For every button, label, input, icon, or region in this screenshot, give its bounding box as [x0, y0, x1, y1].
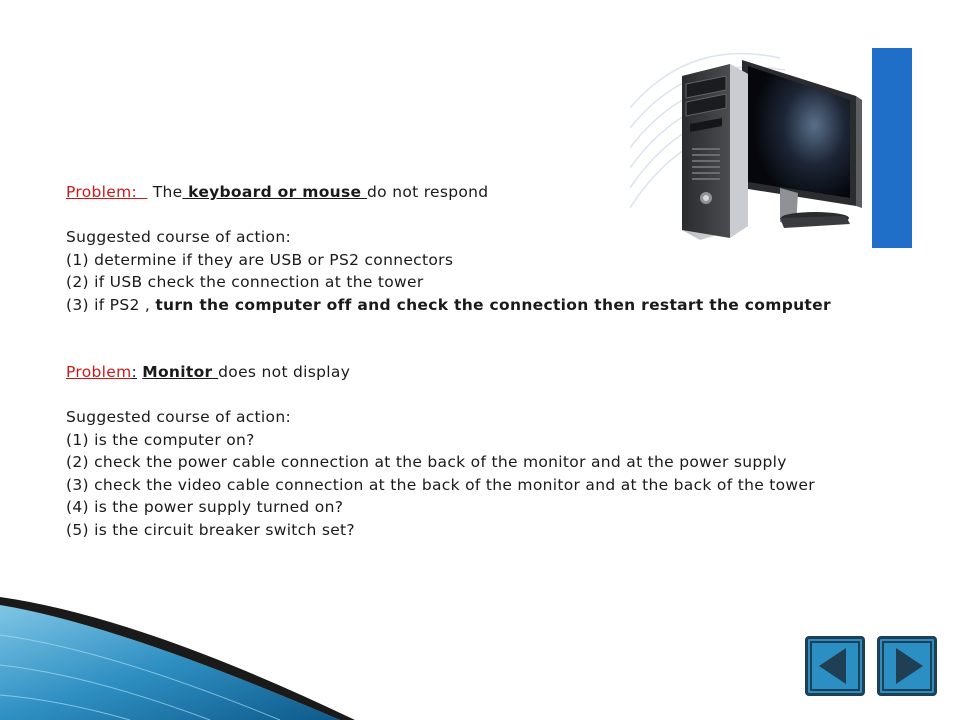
action-step — [66, 294, 926, 317]
problem-statement: do not respond — [367, 183, 489, 201]
action-step-emphasis: turn the computer off and check the connection then restart the computer — [155, 295, 831, 314]
action-step-text: (3) if PS2 , — [66, 295, 156, 314]
forward-button[interactable] — [877, 636, 937, 696]
action-step: (2) if USB check the connection at the tower — [66, 273, 424, 291]
action-step: (1) determine if they are USB or PS2 connectors — [66, 250, 454, 269]
action-heading: Suggested course of action: — [66, 408, 291, 426]
action-step: (2) check the power cable connection at the back of the monitor and at the power supply — [66, 453, 787, 471]
problem-label: Problem: — [66, 183, 137, 201]
action-step: (4) is the power supply turned on? — [66, 498, 344, 516]
problem-heading — [66, 361, 926, 384]
back-button[interactable] — [805, 636, 865, 696]
action-step: (5) is the circuit breaker switch set? — [66, 520, 355, 539]
problem-term: keyboard or mouse — [182, 183, 368, 201]
triangle-right-icon — [880, 639, 934, 693]
problem-heading — [66, 181, 926, 204]
action-heading: Suggested course of action: — [66, 228, 291, 246]
problem-term: Monitor — [142, 363, 219, 381]
slide-content — [66, 181, 926, 541]
action-step: (3) check the video cable connection at the back of the monitor and at the back of the tower — [66, 475, 815, 494]
corner-swoosh — [0, 595, 380, 720]
action-step: (1) is the computer on? — [66, 430, 255, 449]
problem-label: Problem — [66, 363, 132, 381]
triangle-left-icon — [808, 639, 862, 693]
problem-statement: does not display — [218, 363, 351, 381]
problem-subject: The — [152, 183, 183, 201]
problem-colon: : — [131, 363, 138, 381]
